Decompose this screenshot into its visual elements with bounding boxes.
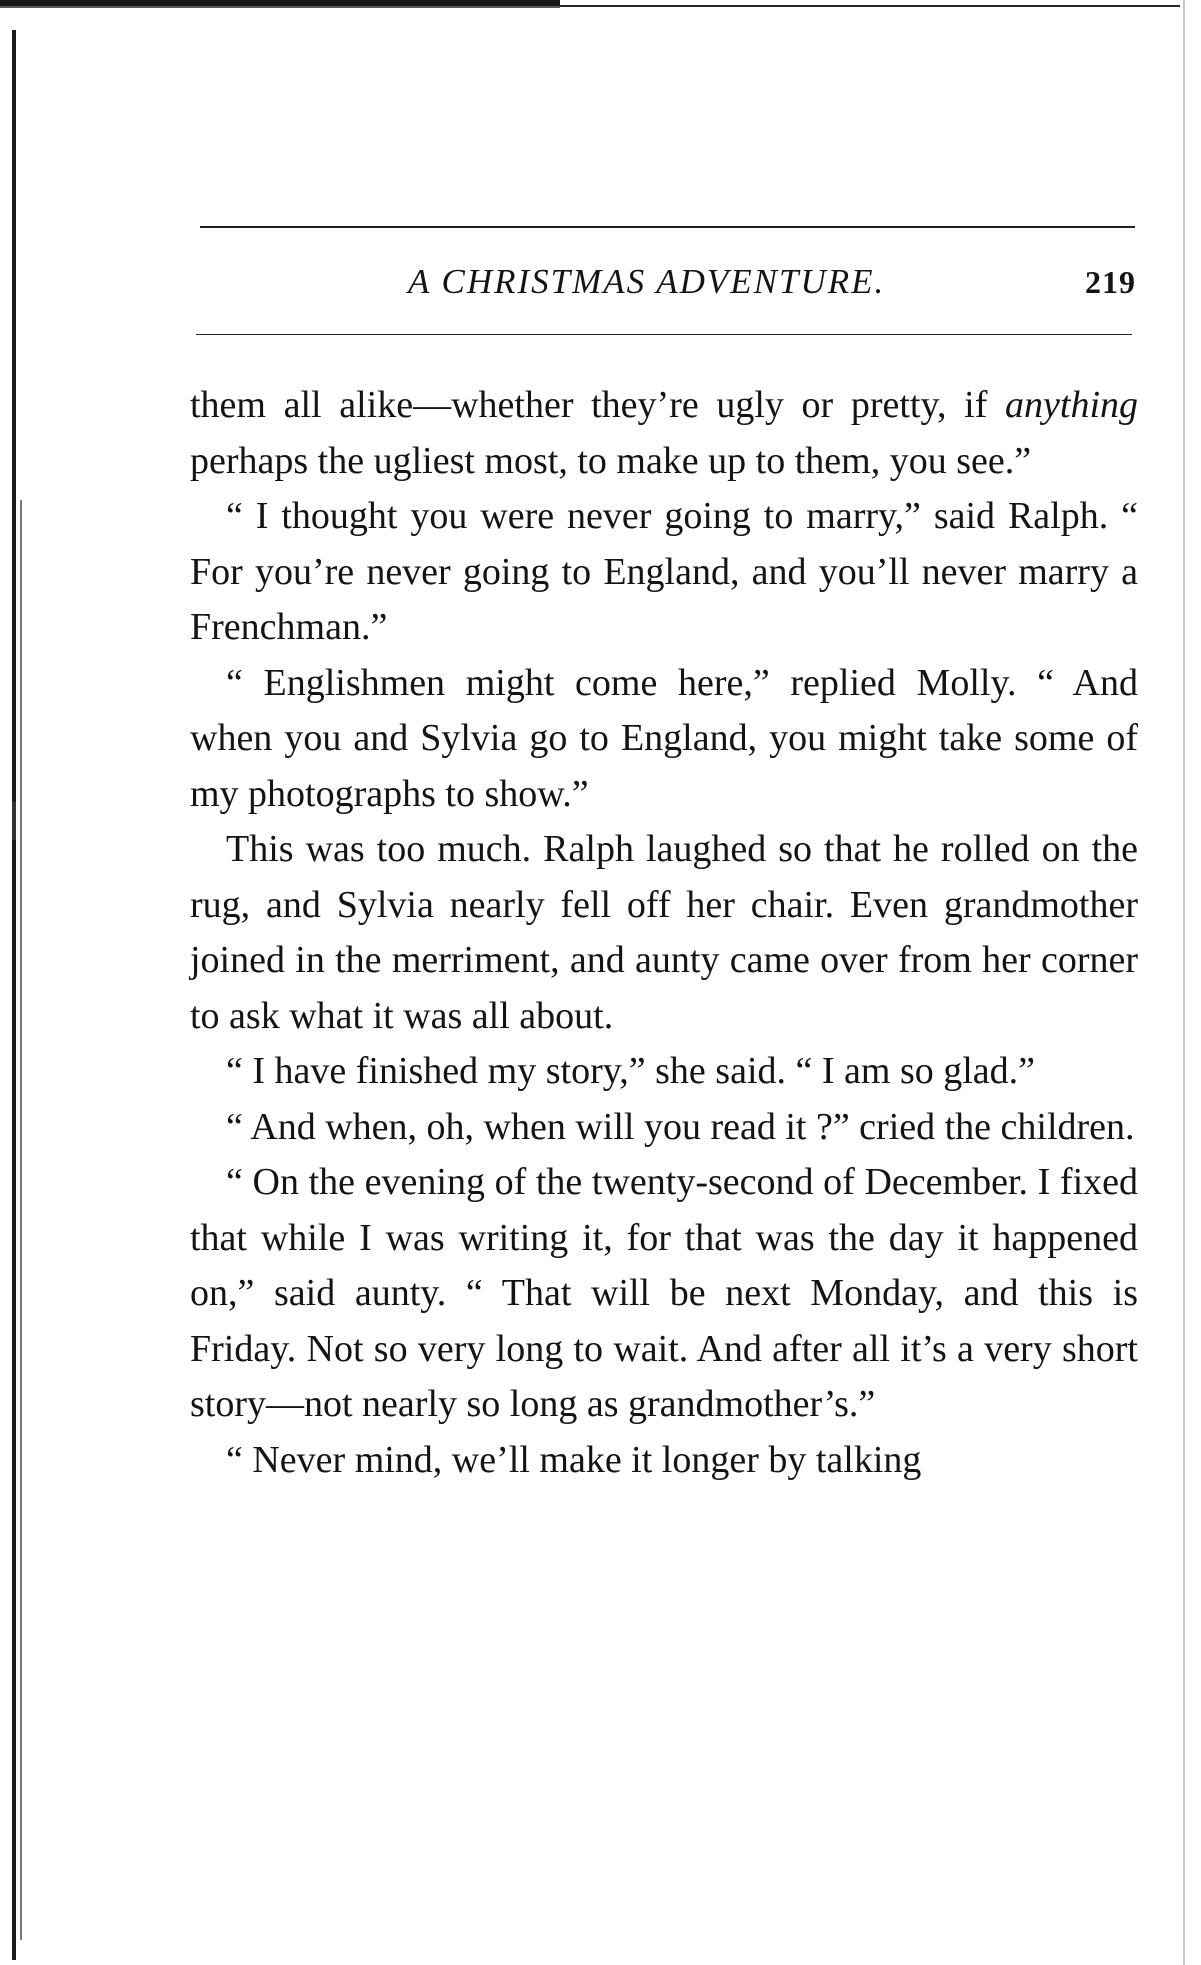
paragraph-2: “ I thought you were never going to marry,” said Ralph. “ For you’re never going to England, and you’ll never marry a Frenchman.” (190, 495, 1138, 648)
paragraph-4: This was too much. Ralph laughed so that he rolled on the rug, and Sylvia nearly fell off her chair. Even grandmother joined in the merriment, and aunty came over from her corner to ask what it was all about. (190, 828, 1138, 1037)
body-text (190, 378, 1138, 1488)
running-title: A CHRISTMAS ADVENTURE. (408, 262, 886, 301)
paragraph-6: “ And when, oh, when will you read it ?” cried the children. (226, 1105, 1135, 1148)
paragraph-1 (190, 378, 1138, 489)
page-number: 219 (1085, 264, 1136, 300)
paragraph-7: “ On the evening of the twenty-second of December. I fixed that while I was writing it, for that was the day it happened on,” said aunty. “ That will be next Monday, and this is Friday. Not so very long to wait. And after all it’s a very short story—not nearly so long as grandmother’s.” (190, 1161, 1138, 1425)
paragraph-1-end: perhaps the ugliest most, to make up to them, you see.” (190, 439, 1032, 482)
header-rule-bottom (196, 334, 1132, 335)
scan-edge-top-thin (560, 5, 1180, 7)
scan-edge-left-inner (20, 500, 22, 1940)
paragraph-3: “ Englishmen might come here,” replied Molly. “ And when you and Sylvia go to England, you might take some of my photographs to show.” (190, 661, 1138, 815)
scan-edge-left (12, 30, 16, 1960)
paragraph-1-start: them all alike—whether they’re ugly or pretty, if (190, 384, 1006, 426)
header-rule-top (200, 226, 1135, 228)
paragraph-8: “ Never mind, we’ll make it longer by talking (226, 1438, 922, 1481)
paragraph-1-emphasis: anything (1005, 384, 1138, 426)
scan-edge-right (1183, 0, 1185, 1965)
scan-edge-top (0, 0, 560, 12)
paragraph-5: “ I have finished my story,” she said. “ I am so glad.” (226, 1050, 1036, 1092)
running-head (196, 258, 1136, 306)
